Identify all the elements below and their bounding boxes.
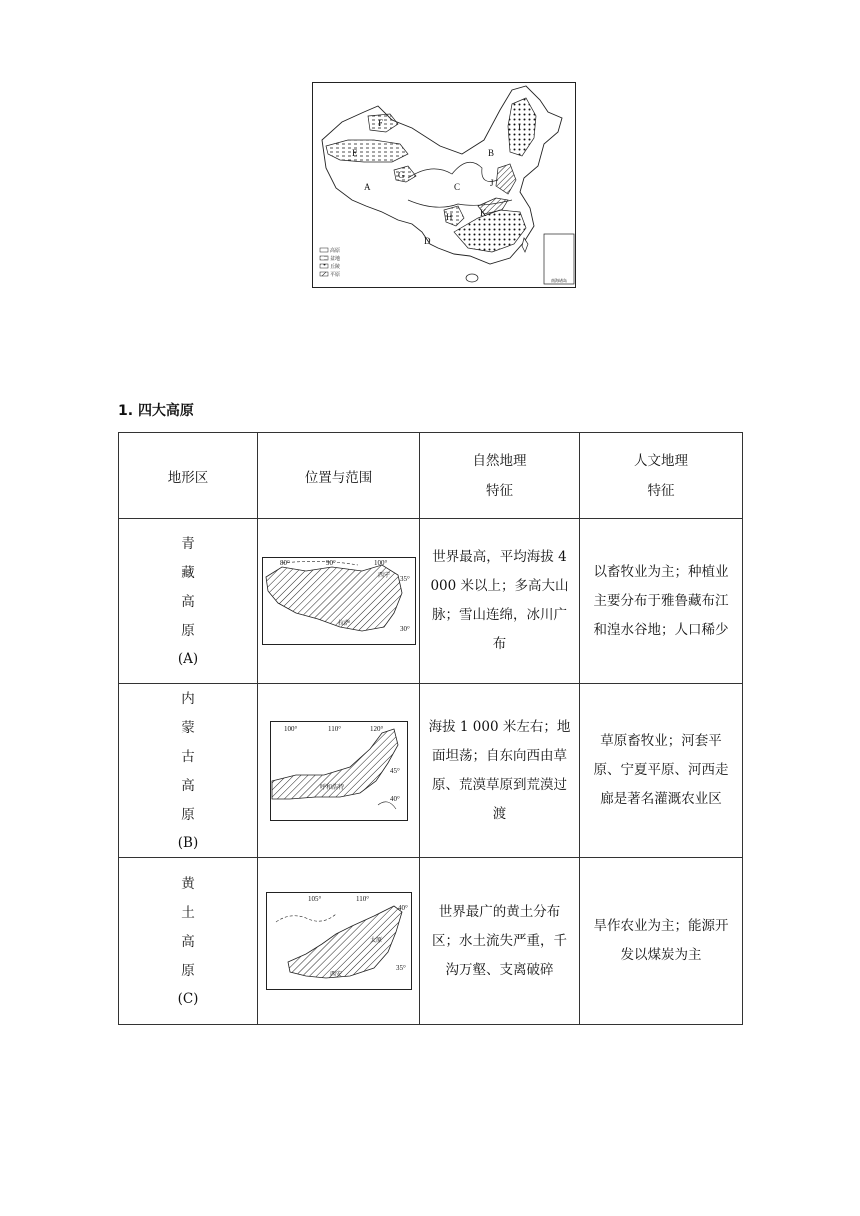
city-label: 太原 [369, 938, 382, 944]
inset-label: 南海诸岛 [551, 278, 567, 283]
header-region: 地形区 [119, 433, 258, 519]
location-map-cell [258, 858, 420, 1025]
header-physical: 自然地理特征 [420, 433, 580, 519]
section-heading [118, 400, 194, 420]
lat-label: 35° [399, 575, 410, 583]
map-letter-k: K [480, 208, 487, 218]
map-letter-j: J [490, 178, 494, 188]
map-letter-e: E [352, 148, 358, 158]
legend-plain: 平原 [330, 272, 341, 278]
table-row [119, 684, 743, 858]
lon-label: 120° [369, 724, 383, 733]
map-letter-b: B [488, 148, 495, 158]
city-label: 西宁 [377, 573, 390, 579]
region-code: (B) [177, 834, 199, 851]
table-row [119, 519, 743, 684]
table-row [119, 858, 743, 1025]
city-label: 呼和浩特 [319, 784, 344, 791]
lon-label: 105° [307, 895, 321, 903]
lon-label: 100° [373, 559, 387, 567]
region-code: (A) [177, 650, 199, 667]
region-name-cell [119, 519, 258, 684]
loess-plateau-map [266, 892, 412, 990]
lon-label: 90° [325, 559, 336, 567]
lat-label: 30° [399, 625, 410, 633]
region-code: (C) [177, 990, 199, 1007]
human-features: 以畜牧业为主；种植业主要分布于雅鲁藏布江和湟水谷地；人口稀少 [580, 519, 743, 684]
legend-plateau: 高原 [330, 248, 341, 254]
section-title: 四大高原 [137, 403, 194, 419]
header-human: 人文地理特征 [580, 433, 743, 519]
map-letter-d: D [424, 236, 431, 246]
location-map-cell [258, 684, 420, 858]
qinghai-tibet-map [262, 557, 416, 645]
lon-label: 80° [279, 559, 290, 567]
city-label: 西安 [329, 972, 342, 978]
china-terrain-map [312, 82, 576, 288]
physical-features: 世界最广的黄土分布区；水土流失严重，千沟万壑、支离破碎 [420, 858, 580, 1025]
map-letter-g: G [398, 170, 405, 180]
header-location: 位置与范围 [258, 433, 420, 519]
map-letter-c: C [454, 182, 461, 192]
table-header-row [119, 433, 743, 519]
map-letter-h: H [446, 212, 453, 222]
lat-label: 40° [389, 794, 400, 803]
physical-features: 海拔 1 000 米左右；地面坦荡；自东向西由草原、荒漠草原到荒漠过渡 [420, 684, 580, 858]
lon-label: 110° [355, 895, 369, 903]
region-name-cell [119, 858, 258, 1025]
physical-features: 世界最高，平均海拔 4 000 米以上；多高大山脉；雪山连绵，冰川广布 [420, 519, 580, 684]
map-letter-i: I [518, 122, 521, 132]
lat-label: 40° [397, 904, 408, 912]
plateau-table [118, 432, 743, 1025]
location-map-cell [258, 519, 420, 684]
map-letter-a: A [364, 182, 371, 192]
region-name-cell [119, 684, 258, 858]
region-name: 青藏高原 [181, 535, 195, 639]
human-features: 草原畜牧业；河套平原、宁夏平原、河西走廊是著名灌溉农业区 [580, 684, 743, 858]
inner-mongolia-map [270, 721, 408, 821]
map-letter-f: F [378, 118, 384, 128]
human-features: 旱作农业为主；能源开发以煤炭为主 [580, 858, 743, 1025]
region-name: 内蒙古高原 [181, 690, 195, 823]
lat-label: 35° [395, 964, 406, 972]
region-name: 黄土高原 [181, 875, 195, 979]
section-number: 1. [118, 403, 134, 419]
lat-label: 45° [389, 766, 400, 775]
lon-label: 110° [327, 724, 341, 733]
legend-hills: 丘陵 [330, 264, 341, 270]
legend-basin: 盆地 [330, 256, 341, 262]
lon-label: 100° [283, 724, 297, 733]
city-label: 拉萨 [337, 621, 350, 627]
